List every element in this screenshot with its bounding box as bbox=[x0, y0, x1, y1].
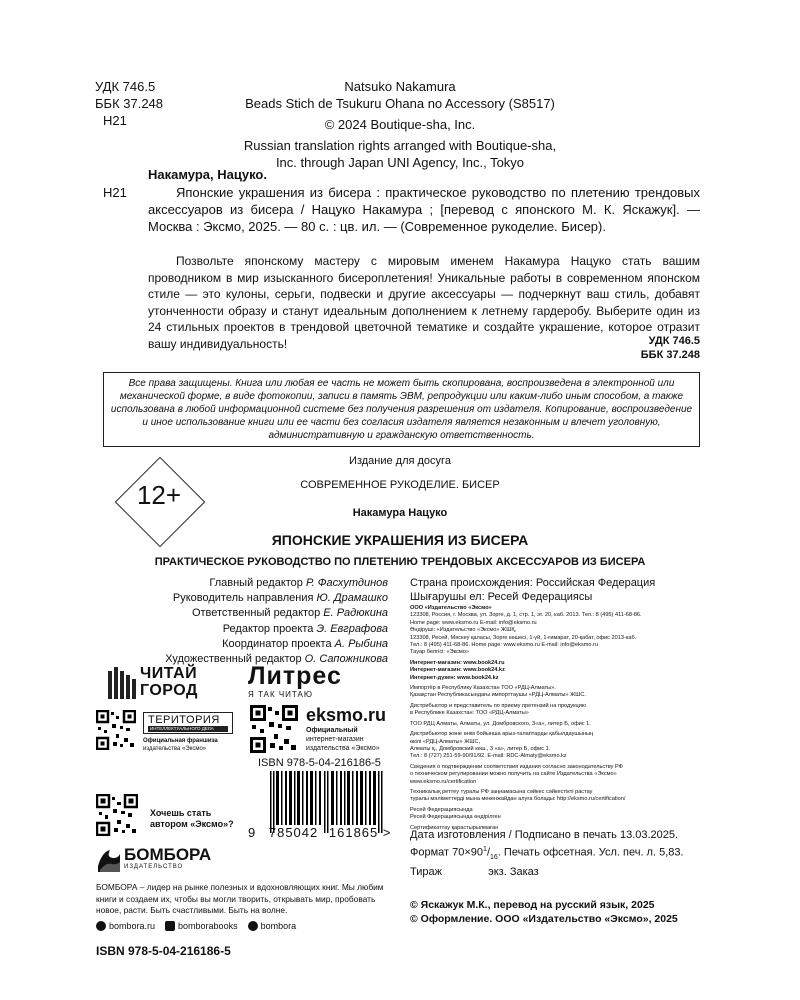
catalog-bbk: ББК 37.248 bbox=[640, 349, 700, 361]
fine-line: Қазақстан Республикасындағы импорттаушы «РДЦ-Алматы» ЖШС. bbox=[410, 692, 586, 699]
origin-line-2: Шығарушы ел: Ресей Федерациясы bbox=[410, 591, 593, 603]
origin-line-1: Страна происхождения: Российская Федерация bbox=[410, 577, 656, 589]
fine-line: Өндіруші: «Издательство «Эксмо» ЖШҚ, bbox=[410, 627, 517, 634]
barcode-end-mark: > bbox=[382, 825, 392, 840]
book-subtitle: ПРАКТИЧЕСКОЕ РУКОВОДСТВО ПО ПЛЕТЕНИЮ ТРЕНДОВЫХ АКСЕССУАРОВ ИЗ БИСЕРА bbox=[154, 556, 646, 568]
rights-notice-text: Все права защищены. Книга или любая ее часть не может быть скопирована, воспроизведена в электронной или механической форме, в виде фотокопии, записи в память ЭВМ, репродукции или каким-либо иным способом, а также использована в любой информационной системе без получения разрешения от издателя. Копирование, воспроизведение и иное использование книги или ее части без согласия издателя является незаконным и влечет уголовную, административную и гражданскую ответственность. bbox=[110, 378, 693, 441]
print-format: Формат $70\times 90^1/_{16}$. Печать офсетная. Усл. печ. л. 5,83. bbox=[410, 845, 684, 861]
format-prefix: Формат 70×90 bbox=[410, 846, 484, 859]
book-title: ЯПОНСКИЕ УКРАШЕНИЯ ИЗ БИСЕРА bbox=[271, 532, 529, 548]
credit-role: Художественный редактор bbox=[165, 653, 302, 666]
chitai-gorod-icon bbox=[108, 667, 136, 699]
fine-line: Ресей Федерациясында bbox=[410, 806, 473, 813]
chitai-gorod-logo bbox=[108, 665, 218, 701]
catalog-annotation: Позвольте японскому мастеру с мировым именем Накамура Нацуко стать вашим проводником в мир изысканного бисероплетения! Уникальные работы в современном японском стиле — это кулоны, серьги, подвески и другие аксессуары — подчеркнут ваш стиль, добавят утонченности образу и станут идеальным дополнением к летнему гардеробу. Выберите один из 24 стильных проектов в трендовой цветочной тематике и создайте украшение, которое отразит вашу индивидуальность! bbox=[148, 254, 700, 351]
credit-row bbox=[110, 591, 388, 606]
origin-block bbox=[410, 576, 710, 604]
fine-line: Алматы қ., Домбровский көш., 3 «а», литер Б, офис 1. bbox=[410, 745, 551, 752]
social-telegram-label: bombora bbox=[260, 921, 297, 931]
teritoria-caption-1: Официальная франшиза bbox=[143, 738, 218, 744]
age-rating-label: 12+ bbox=[136, 480, 182, 510]
original-author: Natsuko Nakamura bbox=[344, 79, 456, 94]
bombora-sub: ИЗДАТЕЛЬСТВО bbox=[124, 864, 184, 870]
catalog-author-heading: Накамура, Нацуко. bbox=[148, 167, 267, 182]
credit-row bbox=[110, 576, 388, 591]
publisher-fine-print bbox=[410, 605, 710, 832]
teritoria-line-2: ИНТЕЛЛЕКТУАЛЬНОГО ДЕЛА bbox=[148, 726, 228, 732]
credit-row bbox=[110, 637, 388, 652]
age-rating-badge bbox=[108, 450, 198, 540]
fine-line: Импортёр в Республику Казахстан ТОО «РДЦ-Алматы». bbox=[410, 685, 556, 692]
litres-logo bbox=[248, 662, 368, 704]
fine-line: Интернет-магазин: www.book24.ru bbox=[410, 659, 505, 666]
chitai-line-2: ГОРОД bbox=[140, 682, 198, 699]
fine-line: Интернет-дүкен: www.book24.kz bbox=[410, 674, 499, 681]
code-top: Н21 bbox=[103, 113, 127, 128]
order-label: экз. Заказ bbox=[488, 865, 539, 878]
print-run bbox=[410, 865, 710, 880]
author-qr-icon bbox=[96, 794, 138, 836]
credit-name: Р. Фасхутдинов bbox=[305, 577, 388, 589]
copyright-design: © Оформление. ООО «Издательство «Эксмо», 2025 bbox=[410, 913, 678, 925]
eksmo-qr-icon bbox=[250, 705, 298, 753]
social-site-label: bombora.ru bbox=[109, 921, 156, 931]
teritoria-qr-icon bbox=[96, 710, 136, 750]
fine-line: о техническом регулировании можно получить на сайте Издательства «Эксмо» bbox=[410, 771, 617, 778]
bombora-logo bbox=[96, 844, 216, 874]
credit-role: Главный редактор bbox=[209, 577, 303, 589]
credit-role: Ответственный редактор bbox=[191, 607, 321, 620]
author-prompt-line-2: автором «Эксмо»? bbox=[150, 819, 234, 829]
original-copyright: © 2024 Boutique-sha, Inc. bbox=[324, 117, 476, 132]
globe-icon bbox=[96, 921, 106, 931]
social-telegram[interactable] bbox=[248, 920, 297, 932]
credit-row bbox=[110, 606, 388, 621]
original-info bbox=[200, 78, 600, 171]
fine-line: Техникалық реттеу туралы РФ заңнамасына сәйкес сәйкестікті растау bbox=[410, 788, 593, 795]
fine-line: Ресей Федерациясында өндірілген bbox=[410, 814, 501, 821]
barcode-isbn-caption: ISBN 978-5-04-216186-5 bbox=[258, 757, 381, 769]
social-site[interactable] bbox=[96, 920, 155, 932]
print-date: Дата изготовления / Подписано в печать 13.03.2025. bbox=[410, 829, 679, 841]
fine-line: Интернет-магазин: www.book24.kz bbox=[410, 667, 505, 674]
credit-role: Редактор проекта bbox=[222, 622, 314, 635]
teritoria-line-1: ТЕРИТОРИЯ bbox=[148, 714, 220, 726]
udk-top-block bbox=[95, 78, 165, 129]
format-suffix: . Печать офсетная. Усл. печ. л. 5,83. bbox=[497, 846, 684, 859]
author-name: Накамура Нацуко bbox=[352, 507, 448, 519]
teritoria-logo bbox=[143, 712, 233, 753]
eksmo-caption-2: интернет-магазин bbox=[306, 736, 364, 743]
fine-line: в Республике Казахстан: ТОО «РДЦ-Алматы» bbox=[410, 710, 529, 717]
eksmo-shop-logo bbox=[306, 704, 416, 753]
credit-role: Координатор проекта bbox=[222, 637, 332, 650]
fine-line: Дистрибьютор и представитель по приему претензий на продукцию bbox=[410, 702, 587, 709]
barcode-icon bbox=[256, 771, 398, 833]
copyright-bottom bbox=[410, 898, 710, 926]
eksmo-site: eksmo.ru bbox=[306, 705, 387, 725]
credit-name: Ю. Драмашко bbox=[316, 592, 388, 605]
bombora-description: БОМБОРА – лидер на рынке полезных и вдохновляющих книг. Мы любим книги и создаем их, чтобы вы могли творить, открывать мир, пробовать новое, расти. Быть счастливыми. Быть на волне. bbox=[96, 882, 384, 915]
vk-icon bbox=[165, 921, 175, 931]
socials-row bbox=[96, 920, 396, 932]
fine-line: Сертификаттау қарастырылмаған bbox=[410, 824, 499, 831]
fine-line: www.eksmo.ru/certification bbox=[410, 778, 477, 785]
social-vk-label: bomborabooks bbox=[178, 921, 238, 931]
teritoria-caption-2: издательства «Эксмо» bbox=[143, 746, 207, 752]
social-vk[interactable] bbox=[165, 920, 238, 932]
fine-line: Тел.: 8 (727) 251-59-90/91/92. E-mail: RDC-Almaty@eksmo.kz bbox=[410, 753, 567, 760]
fine-line: Тел.: 8 (495) 411-68-86. Home page: www.eksmo.ru E-mail: info@eksmo.ru bbox=[410, 642, 599, 649]
author-prompt-line-1: Хочешь стать bbox=[150, 808, 212, 818]
production-block bbox=[410, 828, 710, 879]
rights-notice-box bbox=[103, 372, 700, 447]
udk-top: УДК 746.5 bbox=[95, 79, 156, 94]
barcode-digit-first: 9 bbox=[248, 825, 257, 840]
catalog-code: Н21 bbox=[103, 185, 127, 200]
credit-name: Е. Радюкина bbox=[323, 607, 388, 620]
catalog-udk: УДК 746.5 bbox=[648, 335, 700, 347]
barcode-digits-group-2: 161865 bbox=[328, 825, 379, 840]
credit-role: Руководитель направления bbox=[172, 592, 314, 605]
chitai-gorod-wordmark bbox=[140, 665, 198, 699]
barcode-digits-group-1: 785042 bbox=[268, 825, 319, 840]
series-name: СОВРЕМЕННОЕ РУКОДЕЛИЕ. БИСЕР bbox=[300, 479, 500, 491]
litres-wordmark: Литрес bbox=[248, 662, 342, 690]
eksmo-caption-3: издательства «Эксмо» bbox=[306, 745, 380, 752]
original-title: Beads Stich de Tsukuru Ohana no Accessory (S8517) bbox=[245, 96, 555, 111]
bbk-top: ББК 37.248 bbox=[95, 96, 164, 111]
fine-line: өкілі «РДЦ-Алматы» ЖШС, bbox=[410, 738, 481, 745]
copyright-translation: © Яскажук М.К., перевод на русский язык, 2025 bbox=[410, 899, 655, 911]
catalog-udk-block bbox=[560, 334, 700, 362]
isbn-bottom: ISBN 978-5-04-216186-5 bbox=[96, 944, 231, 958]
fine-line: Сведения о подтверждении соответствия издания согласно законодательству РФ bbox=[410, 763, 623, 770]
fine-line: Дистрибьютор және өнім бойынша арыз-талаптарды қабылдаушының bbox=[410, 731, 594, 738]
fine-line: ТОО РДЦ Алматы, Алматы, ул. Домбровского, 3«а», литер Б, офис 1. bbox=[410, 720, 591, 727]
catalog-bibliographic-record: Японские украшения из бисера : практическое руководство по плетению трендовых аксессуаров из бисера / Нацуко Накамура ; [перевод с японского М. К. Яскажук]. — Москва : Эксмо, 2025. — 80 с. : цв. ил. — (Современное рукоделие. Бисер). bbox=[148, 185, 700, 234]
barcode-digits bbox=[248, 825, 418, 840]
bombora-wave-icon bbox=[96, 844, 122, 874]
bombora-wordmark: БОМБОРА bbox=[124, 845, 212, 864]
eksmo-caption-1: Официальный bbox=[306, 727, 358, 734]
fine-line: 123308, Ресей, Мәскеу қаласы, Зорге көшесі, 1-үй, 1-ғимарат, 20-қабат, офис 2013-каб. bbox=[410, 634, 637, 641]
tirazh-label: Тираж bbox=[410, 865, 442, 878]
credits-list bbox=[110, 576, 388, 667]
rights-line-1: Russian translation rights arranged with Boutique-sha, bbox=[243, 138, 557, 153]
credit-name: О. Сапожникова bbox=[304, 653, 388, 666]
fine-line: Тауар белгісі: «Эксмо» bbox=[410, 649, 469, 656]
credit-name: Э. Евграфова bbox=[316, 622, 388, 635]
fine-line: туралы мәліметтерді мына мекенжайдан алуға болады: http://eksmo.ru/certification/ bbox=[410, 796, 626, 803]
barcode-graphic bbox=[256, 771, 398, 833]
fine-line: 123308, Россия, г. Москва, ул. Зорге, д. 1, стр. 1, эт. 20, каб. 2013. Тел.: 8 (495) 411-68-86. bbox=[410, 612, 642, 619]
edition-type: Издание для досуга bbox=[349, 455, 451, 467]
rights-line-2: Inc. through Japan UNI Agency, Inc., Tokyo bbox=[275, 155, 525, 170]
fine-line: ООО «Издательство «Эксмо» bbox=[410, 605, 492, 611]
litres-tagline: Я ТАК ЧИТАЮ bbox=[248, 690, 313, 699]
format-sup: 1 bbox=[483, 845, 487, 853]
chitai-line-1: ЧИТАЙ bbox=[140, 665, 198, 682]
fine-line: Home page: www.eksmo.ru E-mail: info@eksmo.ru bbox=[410, 619, 537, 626]
credit-name: А. Рыбина bbox=[334, 637, 388, 650]
telegram-icon bbox=[248, 921, 258, 931]
credit-row bbox=[110, 622, 388, 637]
format-sub: 16 bbox=[490, 853, 498, 861]
author-prompt bbox=[150, 808, 234, 830]
teritoria-frame bbox=[143, 712, 233, 734]
